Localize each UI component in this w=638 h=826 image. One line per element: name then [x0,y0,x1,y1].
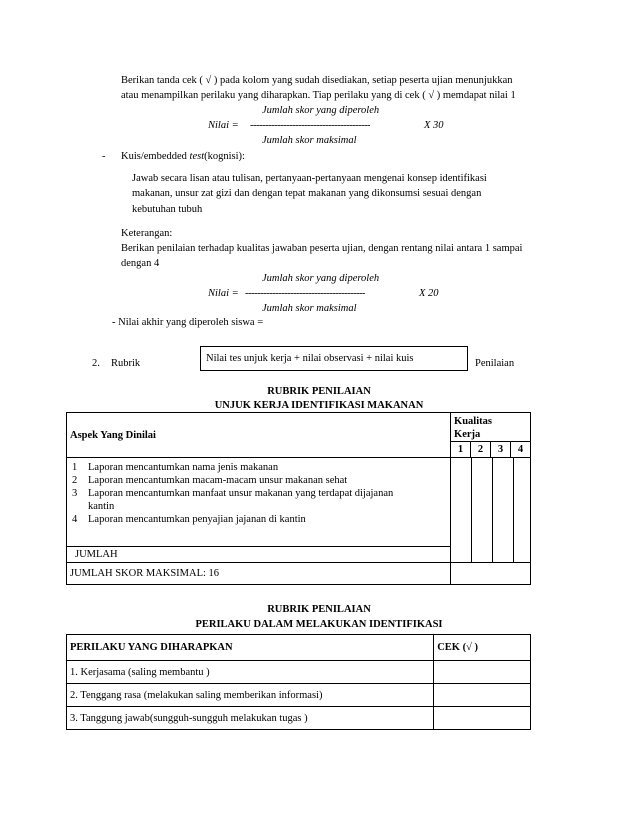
cek-header: CEK (√ ) [434,635,531,661]
kuis-para-3: kebutuhan tubuh [132,204,203,215]
table1-title-2: UNJUK KERJA IDENTIFIKASI MAKANAN [214,400,424,411]
rubrik-number: 2. [92,358,100,369]
kuis-title [121,150,245,163]
score-2-header: 2 [471,442,491,458]
aspect-item-num: 2 [72,475,78,486]
perilaku-header: PERILAKU YANG DIHARAPKAN [67,635,434,661]
aspect-item [70,461,447,474]
formula1-label: Nilai = [208,120,239,131]
kuis-title-main: Kuis/embedded [121,151,187,162]
score-3-header: 3 [491,442,511,458]
kuis-title-suffix: (kognisi): [204,151,245,162]
rubrik-right-label: Penilaian [475,358,515,369]
aspect-item-num: 1 [72,462,78,473]
formula2-label: Nilai = [208,288,239,299]
score-columns [451,458,530,562]
formula2-dashes: ---------------------------------------- [245,288,365,299]
nilai-akhir: - Nilai akhir yang diperoleh siswa = [112,317,264,328]
formula1-multiplier: X 30 [424,120,444,131]
formula2-numerator: Jumlah skor yang diperoleh [262,273,380,284]
formula2-denominator: Jumlah skor maksimal [262,303,357,314]
aspect-item-num: 3 [72,488,78,499]
formula2-multiplier: X 20 [419,288,439,299]
table1-title-1: RUBRIK PENILAIAN [267,386,371,397]
score-col-1[interactable] [451,458,472,562]
formula1-dashes: ---------------------------------------- [250,120,370,131]
rubrik-box-text: Nilai tes unjuk kerja + nilai observasi + nilai kuis [206,353,414,364]
quality-header [451,413,531,442]
jumlah-max-value[interactable] [451,563,531,585]
kuis-bullet: - [102,151,106,162]
aspect-item-text: Laporan mencantumkan macam-macam unsur makanan sehat [88,475,348,486]
score-col-3[interactable] [493,458,514,562]
jumlah-label: JUMLAH [67,546,451,562]
aspect-item [70,513,447,526]
aspect-item-text: Laporan mencantumkan penyajian jajanan di kantin [88,514,306,525]
keterangan-line-1: Berikan penilaian terhadap kualitas jawaban peserta ujian, dengan rentang nilai antara 1 sampai [121,243,523,254]
aspect-item-continuation: kantin [88,501,115,512]
score-1-header: 1 [451,442,471,458]
aspect-item [70,487,447,500]
keterangan-line-2: dengan 4 [121,258,160,269]
kuis-para-1: Jawab secara lisan atau tulisan, pertanyaan-pertanyaan mengenai konsep identifikasi [132,173,487,184]
cek-cell[interactable] [434,661,531,684]
score-area [451,458,531,563]
intro-line-2: atau menampilkan perilaku yang diharapkan. Tiap perilaku yang di cek ( √ ) memdapat nilai 1 [121,90,516,101]
formula1-numerator: Jumlah skor yang diperoleh [262,105,380,116]
quality-header-2: Kerja [454,429,481,440]
intro-line-1: Berikan tanda cek ( √ ) pada kolom yang sudah disediakan, setiap peserta ujian menunjukkan [121,75,513,86]
score-col-4[interactable] [514,458,530,562]
table2-title-2: PERILAKU DALAM MELAKUKAN IDENTIFIKASI [195,619,443,630]
keterangan-label: Keterangan: [121,228,173,239]
kuis-para-2: makanan, unsur zat gizi dan dengan tepat makanan yang dikonsumsi sesuai dengan [132,188,482,199]
table2-title-1: RUBRIK PENILAIAN [267,604,371,615]
jumlah-max-label: JUMLAH SKOR MAKSIMAL: 16 [67,563,451,585]
rubric-table-perilaku [66,634,531,730]
kuis-title-italic: test [189,151,205,162]
cek-cell[interactable] [434,684,531,707]
aspect-item [70,474,447,487]
aspect-item-text: Laporan mencantumkan manfaat unsur makanan yang terdapat dijajanan [88,488,394,499]
perilaku-row: 1. Kerjasama (saling membantu ) [67,661,434,684]
perilaku-row: 3. Tanggung jawab(sungguh-sungguh melakukan tugas ) [67,707,434,730]
aspect-items-cell [67,458,451,547]
rubrik-label: Rubrik [111,358,141,369]
aspect-item-text: Laporan mencantumkan nama jenis makanan [88,462,279,473]
quality-header-1: Kualitas [454,416,492,427]
aspect-header: Aspek Yang Dinilai [67,413,451,458]
perilaku-row: 2. Tenggang rasa (melakukan saling memberikan informasi) [67,684,434,707]
score-col-2[interactable] [472,458,493,562]
score-4-header: 4 [511,442,531,458]
cek-cell[interactable] [434,707,531,730]
aspect-item-num: 4 [72,514,78,525]
formula1-denominator: Jumlah skor maksimal [262,135,357,146]
rubric-table-unjuk-kerja [66,412,531,585]
